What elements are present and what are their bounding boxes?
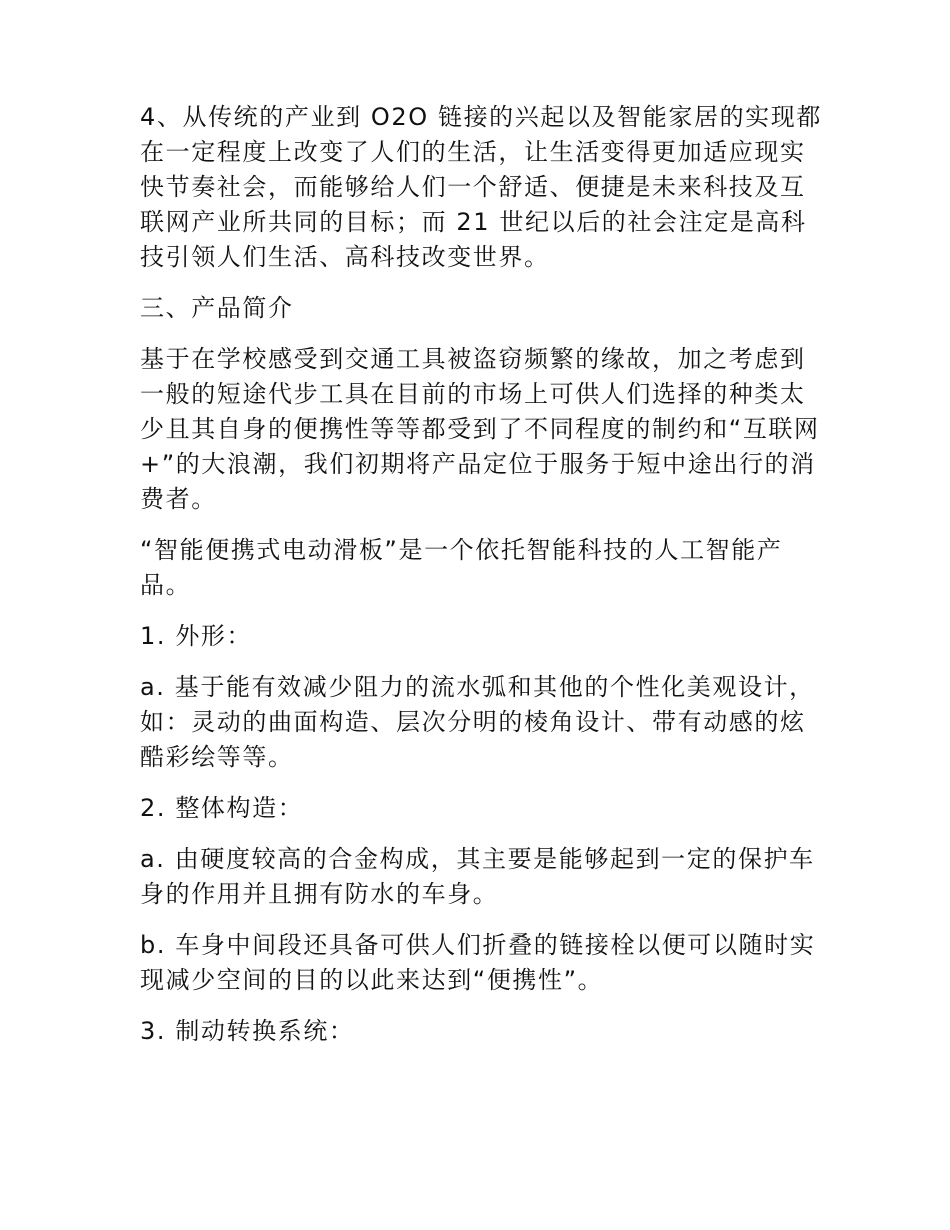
paragraph-product-definition: “智能便携式电动滑板”是一个依托智能科技的人工智能产品。 (140, 536, 783, 599)
document-page (140, 100, 830, 1065)
paragraph-appearance-a: a. 基于能有效减少阻力的流水弧和其他的个性化美观设计，如：灵动的曲面构造、层次分明的棱角设计、带有动感的炫酷彩绘等等。 (140, 673, 815, 771)
paragraph-o2o-and-smart-home: 4、从传统的产业到 O2O 链接的兴起以及智能家居的实现都在一定程度上改变了人们的生活，让生活变得更加适应现实快节奏社会，而能够给人们一个舒适、便捷是未来科技及互联网产业所共同的目标；而 21 世纪以后的社会注定是高科技引领人们生活、高科技改变世界。 (140, 103, 822, 271)
paragraph-structure-b: b. 车身中间段还具备可供人们折叠的链接栓以便可以随时实现减少空间的目的以此来达到“便携性”。 (140, 931, 816, 994)
section-heading-product-intro: 三、产品简介 (140, 294, 294, 322)
paragraph-structure-a: a. 由硬度较高的合金构成，其主要是能够起到一定的保护车身的作用并且拥有防水的车身。 (140, 845, 815, 908)
paragraph-product-positioning: 基于在学校感受到交通工具被盗窃频繁的缘故，加之考虑到一般的短途代步工具在目前的市场上可供人们选择的种类太少且其自身的便携性等等都受到了不同程度的制约和“互联网+”的大浪潮，我们初期将产品定位于服务于短中途出行的消费者。 (140, 345, 820, 513)
subheading-brake-conversion-system: 3. 制动转换系统： (140, 1017, 355, 1045)
subheading-overall-structure: 2. 整体构造： (140, 794, 304, 822)
subheading-appearance: 1. 外形： (140, 622, 253, 650)
